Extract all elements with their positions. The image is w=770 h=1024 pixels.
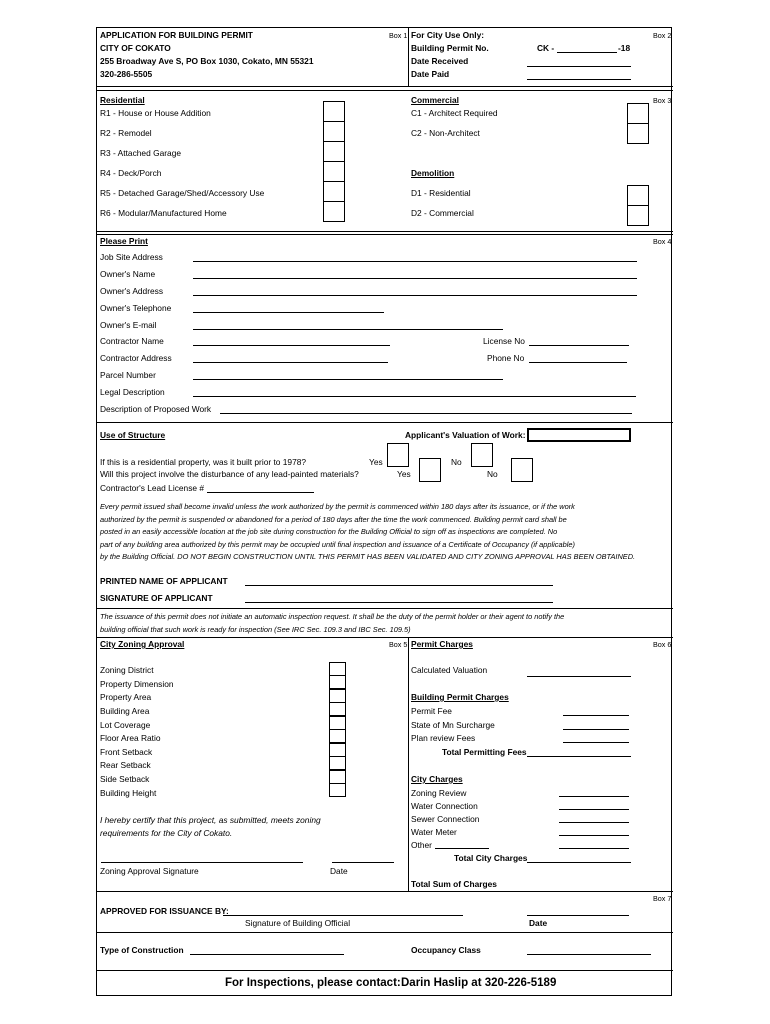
- residential-r1: R1 - House or House Addition: [100, 108, 211, 118]
- contractor-name-field[interactable]: [193, 345, 390, 346]
- approved-for-issuance-label: APPROVED FOR ISSUANCE BY:: [100, 906, 229, 916]
- zoning-item-lot-coverage: Lot Coverage: [100, 720, 151, 730]
- water-meter-field[interactable]: [559, 835, 629, 836]
- other-charge-field[interactable]: [559, 848, 629, 849]
- approval-date-field[interactable]: [527, 915, 629, 916]
- checkbox-property-area[interactable]: [329, 689, 346, 703]
- zoning-item-rear-setback: Rear Setback: [100, 760, 151, 770]
- checkbox-d2[interactable]: [627, 205, 649, 226]
- owner-address-field[interactable]: [193, 295, 637, 296]
- checkbox-building-area[interactable]: [329, 702, 346, 716]
- license-no-label: License No: [483, 336, 525, 346]
- box-3-tag: Box 3: [653, 96, 672, 105]
- zoning-item-property-area: Property Area: [100, 692, 152, 702]
- occupancy-class-field[interactable]: [527, 954, 651, 955]
- applicant-signature-field[interactable]: [245, 602, 553, 603]
- q1-yes-label: Yes: [369, 457, 383, 467]
- printed-name-label: PRINTED NAME OF APPLICANT: [100, 576, 228, 586]
- checkbox-q1-no[interactable]: [471, 443, 493, 467]
- box-7-tag: Box 7: [653, 894, 672, 903]
- zoning-certify-line-1: I hereby certify that this project, as submitted, meets zoning: [100, 815, 321, 825]
- checkbox-r2[interactable]: [323, 121, 345, 142]
- inspection-contact-name: Darin Haslip at 320-226-5189: [401, 977, 557, 989]
- owner-address-label: Owner's Address: [100, 286, 164, 296]
- total-permitting-label: Total Permitting Fees: [442, 747, 527, 757]
- date-paid-field[interactable]: [527, 79, 631, 80]
- building-permit-charges-heading: Building Permit Charges: [411, 692, 509, 702]
- demolition-d1: D1 - Residential: [411, 188, 471, 198]
- permit-charges-heading: Permit Charges: [411, 639, 473, 649]
- zoning-date-field[interactable]: [332, 862, 394, 863]
- job-site-address-label: Job Site Address: [100, 252, 163, 262]
- other-charge-description-field[interactable]: [435, 848, 489, 849]
- ck-suffix: -18: [618, 43, 631, 53]
- city-name: CITY OF COKATO: [100, 43, 171, 53]
- header-divider: [408, 28, 409, 86]
- question-built-before-1978: If this is a residential property, was it built prior to 1978?: [100, 457, 307, 467]
- inspection-contact-label: For Inspections, please contact:: [225, 977, 401, 989]
- signature-label: SIGNATURE OF APPLICANT: [100, 593, 213, 603]
- checkbox-lot-coverage[interactable]: [329, 716, 346, 730]
- other-charge-label: Other: [411, 840, 432, 850]
- lead-license-label: Contractor's Lead License #: [100, 483, 205, 493]
- zoning-certify-line-2: requirements for the City of Cokato.: [100, 828, 233, 838]
- zoning-item-property-dimension: Property Dimension: [100, 679, 174, 689]
- owner-name-field[interactable]: [193, 278, 637, 279]
- total-city-charges-field[interactable]: [527, 862, 631, 863]
- question-lead-paint: Will this project involve the disturbance of any lead-painted materials?: [100, 469, 359, 479]
- phone-no-label: Phone No: [487, 353, 525, 363]
- plan-review-field[interactable]: [563, 742, 629, 743]
- checkbox-r5[interactable]: [323, 181, 345, 202]
- q2-no-label: No: [487, 469, 498, 479]
- permit-fee-label: Permit Fee: [411, 706, 452, 716]
- zoning-item-floor-area-ratio: Floor Area Ratio: [100, 733, 161, 743]
- inspection-notice: The issuance of this permit does not initiate an automatic inspection request. It shall be the duty of the permit holder or their agent to notify the building official that such work is ready for inspection (See IRC Sec. 109.3 and IBC Sec. 109.5): [100, 612, 565, 634]
- box-1-tag: Box 1: [389, 31, 408, 40]
- state-surcharge-field[interactable]: [563, 729, 629, 730]
- zoning-review-label: Zoning Review: [411, 788, 467, 798]
- construction-type-field[interactable]: [190, 954, 344, 955]
- zoning-item-side-setback: Side Setback: [100, 774, 150, 784]
- box-4-tag: Box 4: [653, 237, 672, 246]
- job-site-address-field[interactable]: [193, 261, 637, 262]
- date-received-field[interactable]: [527, 66, 631, 67]
- checkbox-front-setback[interactable]: [329, 743, 346, 757]
- city-phone: 320-286-5505: [100, 69, 153, 79]
- lead-license-field[interactable]: [207, 492, 314, 493]
- permit-no-field[interactable]: [557, 52, 617, 53]
- owner-email-label: Owner's E-mail: [100, 320, 157, 330]
- total-permitting-field[interactable]: [527, 756, 631, 757]
- proposed-work-label: Description of Proposed Work: [100, 404, 212, 414]
- checkbox-d1[interactable]: [627, 185, 649, 206]
- owner-name-label: Owner's Name: [100, 269, 156, 279]
- q1-no-label: No: [451, 457, 462, 467]
- box-2-tag: Box 2: [653, 31, 672, 40]
- box-6-tag: Box 6: [653, 640, 672, 649]
- permit-no-label: Building Permit No.: [411, 43, 489, 53]
- residential-r2: R2 - Remodel: [100, 128, 152, 138]
- zoning-item-front-setback: Front Setback: [100, 747, 153, 757]
- legal-description-label: Legal Description: [100, 387, 165, 397]
- water-meter-label: Water Meter: [411, 827, 457, 837]
- valuation-input[interactable]: [527, 428, 631, 442]
- contractor-name-label: Contractor Name: [100, 336, 164, 346]
- water-connection-field[interactable]: [559, 809, 629, 810]
- form-title: APPLICATION FOR BUILDING PERMIT: [100, 30, 253, 40]
- total-city-charges-label: Total City Charges: [454, 853, 528, 863]
- calculated-valuation-label: Calculated Valuation: [411, 665, 488, 675]
- checkbox-r6[interactable]: [323, 201, 345, 222]
- official-signature-field[interactable]: [223, 915, 463, 916]
- commercial-c1: C1 - Architect Required: [411, 108, 498, 118]
- sewer-connection-label: Sewer Connection: [411, 814, 480, 824]
- checkbox-rear-setback[interactable]: [329, 756, 346, 770]
- water-connection-label: Water Connection: [411, 801, 478, 811]
- checkbox-q1-yes[interactable]: [387, 443, 409, 467]
- contractor-address-field[interactable]: [193, 362, 388, 363]
- city-charges-heading: City Charges: [411, 774, 463, 784]
- phone-no-field[interactable]: [529, 362, 627, 363]
- checkbox-r1[interactable]: [323, 101, 345, 122]
- residential-r5: R5 - Detached Garage/Shed/Accessory Use: [100, 188, 265, 198]
- permit-validity-notice: Every permit issued shall become invalid unless the work authorized by the permit is commenced within 180 days after its issuance, or if the work authorized by the permit is suspended or abandoned for a period of 180 days after the time the work commenced. Building permit card shall be posted in an easily accessible location at the job site during construction for the Building Official to sign off as inspections are completed. No part of any building area authorized by this permit may be occupied until final inspection and issuance of a Certificate of Occupancy (if applicable) by the Building Official. DO NOT BEGIN CONSTRUCTION UNTIL THIS PERMIT HAS BEEN VALIDATED AND CITY ZONING APPROVAL HAS BEEN OBTAINED.: [100, 502, 636, 561]
- valuation-label: Applicant's Valuation of Work:: [405, 430, 526, 440]
- checkbox-q2-no[interactable]: [511, 458, 533, 482]
- checkbox-property-dimension[interactable]: [329, 675, 346, 689]
- checkbox-c1[interactable]: [627, 103, 649, 124]
- parcel-number-field[interactable]: [193, 379, 503, 380]
- total-sum-label: Total Sum of Charges: [411, 879, 497, 889]
- occupancy-class-label: Occupancy Class: [411, 945, 481, 955]
- city-address: 255 Broadway Ave S, PO Box 1030, Cokato, MN 55321: [100, 56, 314, 66]
- license-no-field[interactable]: [529, 345, 629, 346]
- commercial-heading: Commercial: [411, 95, 459, 105]
- residential-heading: Residential: [100, 95, 145, 105]
- city-use-title: For City Use Only:: [411, 30, 485, 40]
- checkbox-zoning-district[interactable]: [329, 662, 346, 676]
- checkbox-q2-yes[interactable]: [419, 458, 441, 482]
- owner-telephone-label: Owner's Telephone: [100, 303, 172, 313]
- zoning-heading: City Zoning Approval: [100, 639, 185, 649]
- owner-telephone-field[interactable]: [193, 312, 384, 313]
- residential-r3: R3 - Attached Garage: [100, 148, 182, 158]
- zoning-charges-divider: [408, 637, 409, 891]
- printed-name-field[interactable]: [245, 585, 553, 586]
- sewer-connection-field[interactable]: [559, 822, 629, 823]
- plan-review-label: Plan review Fees: [411, 733, 476, 743]
- date-received-label: Date Received: [411, 56, 469, 66]
- demolition-heading: Demolition: [411, 168, 455, 178]
- please-print-heading: Please Print: [100, 236, 148, 246]
- residential-r6: R6 - Modular/Manufactured Home: [100, 208, 227, 218]
- official-signature-label: Signature of Building Official: [245, 918, 351, 928]
- checkbox-floor-area-ratio[interactable]: [329, 729, 346, 743]
- date-paid-label: Date Paid: [411, 69, 450, 79]
- permit-form: [96, 27, 672, 996]
- parcel-number-label: Parcel Number: [100, 370, 156, 380]
- zoning-date-label: Date: [330, 866, 348, 876]
- use-of-structure-heading: Use of Structure: [100, 430, 166, 440]
- zoning-signature-label: Zoning Approval Signature: [100, 866, 199, 876]
- construction-type-label: Type of Construction: [100, 945, 184, 955]
- commercial-c2: C2 - Non-Architect: [411, 128, 480, 138]
- checkbox-r4[interactable]: [323, 161, 345, 182]
- checkbox-building-height[interactable]: [329, 783, 346, 797]
- legal-description-field[interactable]: [193, 396, 636, 397]
- residential-r4: R4 - Deck/Porch: [100, 168, 162, 178]
- state-surcharge-label: State of Mn Surcharge: [411, 720, 495, 730]
- proposed-work-field[interactable]: [220, 413, 632, 414]
- demolition-d2: D2 - Commercial: [411, 208, 474, 218]
- zoning-item-building-area: Building Area: [100, 706, 150, 716]
- zoning-item-district: Zoning District: [100, 665, 154, 675]
- box-5-tag: Box 5: [389, 640, 408, 649]
- ck-prefix: CK -: [537, 43, 555, 53]
- zoning-review-field[interactable]: [559, 796, 629, 797]
- zoning-item-building-height: Building Height: [100, 788, 157, 798]
- owner-email-field[interactable]: [193, 329, 503, 330]
- checkbox-c2[interactable]: [627, 123, 649, 144]
- contractor-address-label: Contractor Address: [100, 353, 172, 363]
- permit-fee-field[interactable]: [563, 715, 629, 716]
- checkbox-r3[interactable]: [323, 141, 345, 162]
- checkbox-side-setback[interactable]: [329, 770, 346, 784]
- calculated-valuation-field[interactable]: [527, 676, 631, 677]
- zoning-signature-field[interactable]: [101, 862, 303, 863]
- approval-date-label: Date: [529, 918, 548, 928]
- q2-yes-label: Yes: [397, 469, 411, 479]
